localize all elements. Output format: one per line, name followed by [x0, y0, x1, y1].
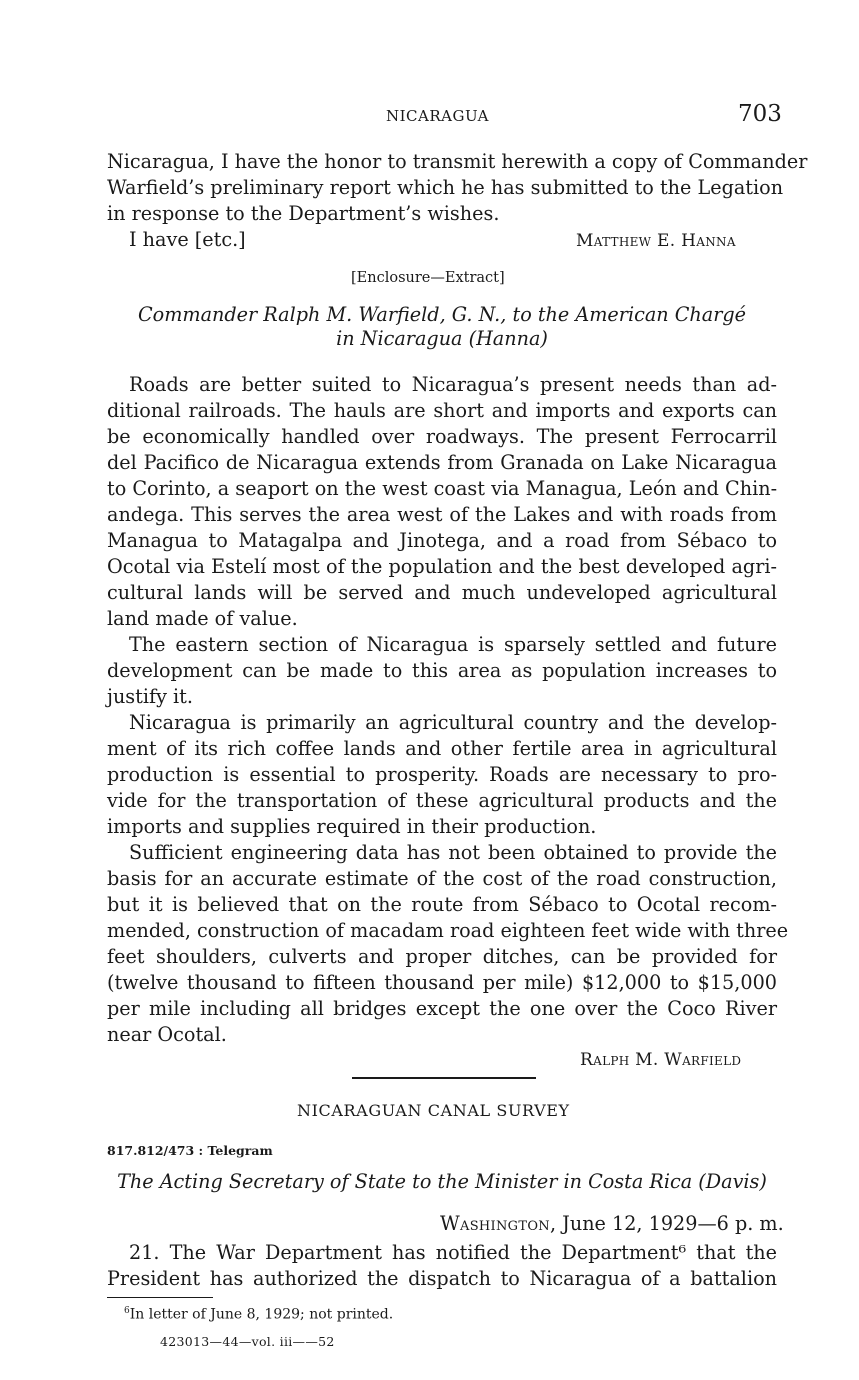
telegram-body — [107, 1240, 777, 1292]
dateline-date: , June 12, 1929—6 p. m. — [549, 1212, 784, 1235]
footnote-rule — [107, 1297, 213, 1298]
text-line: near Ocotal. — [107, 1023, 227, 1046]
section-divider — [352, 1077, 536, 1079]
text-line: justify it. — [107, 685, 193, 708]
text-line: basis for an accurate estimate of the cost of the road construction, — [107, 867, 777, 890]
text-line: Ocotal via Estelí most of the population and the best developed agri- — [107, 555, 777, 578]
text-line: be economically handled over roadways. The present Ferrocarril — [107, 425, 777, 448]
signature-warfield: Ralph M. Warfield — [580, 1050, 742, 1070]
text-line: Roads are better suited to Nicaragua’s present needs than ad- — [129, 373, 777, 396]
page-number: 703 — [738, 101, 782, 127]
text-line: vide for the transportation of these agricultural products and the — [107, 789, 777, 812]
text-line: cultural lands will be served and much undeveloped agricultural — [107, 581, 777, 604]
footnote-text: In letter of June 8, 1929; not printed. — [129, 1306, 394, 1323]
text-line: Warfield’s preliminary report which he has submitted to the Legation — [107, 176, 784, 199]
text-line: Nicaragua is primarily an agricultural country and the develop- — [129, 711, 777, 734]
signature-hanna: Matthew E. Hanna — [576, 231, 736, 251]
opening-paragraph — [107, 149, 808, 227]
text-line: development can be made to this area as population increases to — [107, 659, 777, 682]
closing-formula: I have [etc.] — [129, 228, 246, 251]
text-line: per mile including all bridges except the one over the Coco River — [107, 997, 777, 1020]
enclosure-title — [107, 303, 777, 351]
printer-line: 423013—44—vol. iii——52 — [160, 1334, 335, 1349]
dateline-place: Washington — [440, 1212, 550, 1235]
file-number: 817.812/473 : Telegram — [107, 1143, 273, 1158]
enclosure-title-line: Commander Ralph M. Warfield, G. N., to the American Chargé — [137, 303, 747, 326]
text-line: mended, construction of macadam road eighteen feet wide with three — [107, 919, 789, 942]
text-line: but it is believed that on the route from Sébaco to Ocotal recom- — [107, 893, 777, 916]
document-title: The Acting Secretary of State to the Minister in Costa Rica (Davis) — [117, 1170, 767, 1193]
text-line: President has authorized the dispatch to Nicaragua of a battalion — [107, 1267, 777, 1290]
text-line: production is essential to prosperity. Roads are necessary to pro- — [107, 763, 777, 786]
text-line: andega. This serves the area west of the Lakes and with roads from — [107, 503, 777, 526]
text-line: del Pacifico de Nicaragua extends from Granada on Lake Nicaragua — [107, 451, 777, 474]
enclosure-body — [107, 372, 789, 1048]
footnote-marker: 6 — [124, 1306, 130, 1316]
text-line: 21. The War Department has notified the Department⁶ that the — [129, 1241, 777, 1264]
footnote — [124, 1306, 393, 1323]
running-head: NICARAGUA — [386, 107, 489, 125]
enclosure-title-line: in Nicaragua (Hanna) — [336, 327, 548, 350]
text-line: feet shoulders, culverts and proper ditches, can be provided for — [107, 945, 777, 968]
text-line: Nicaragua, I have the honor to transmit herewith a copy of Commander — [107, 150, 808, 173]
enclosure-label: [Enclosure—Extract] — [351, 270, 505, 286]
text-line: land made of value. — [107, 607, 298, 630]
dateline — [440, 1211, 784, 1237]
text-line: Managua to Matagalpa and Jinotega, and a road from Sébaco to — [107, 529, 777, 552]
text-line: ment of its rich coffee lands and other fertile area in agricultural — [107, 737, 777, 760]
text-line: ditional railroads. The hauls are short and imports and exports can — [107, 399, 777, 422]
text-line: Sufficient engineering data has not been obtained to provide the — [129, 841, 777, 864]
text-line: (twelve thousand to fifteen thousand per mile) $12,000 to $15,000 — [107, 971, 777, 994]
text-line: The eastern section of Nicaragua is sparsely settled and future — [129, 633, 777, 656]
text-line: imports and supplies required in their production. — [107, 815, 597, 838]
section-title: NICARAGUAN CANAL SURVEY — [297, 1101, 570, 1120]
text-line: to Corinto, a seaport on the west coast via Managua, León and Chin- — [107, 477, 778, 500]
text-line: in response to the Department’s wishes. — [107, 202, 500, 225]
